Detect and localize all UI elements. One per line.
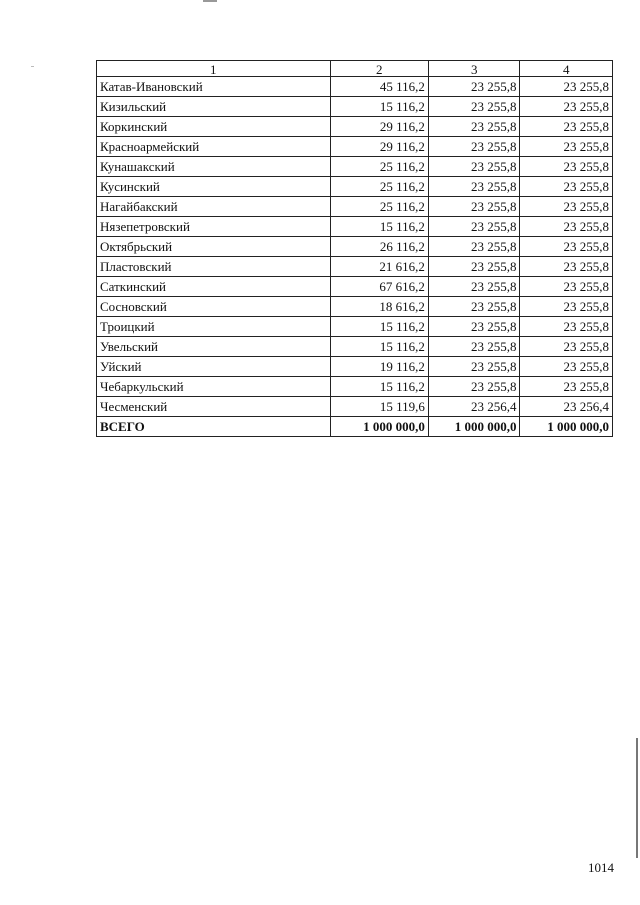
district-name-cell: Чесменский [97,397,331,417]
table-row [97,97,613,117]
column-4-value-cell: 23 255,8 [520,77,613,97]
table-row [97,317,613,337]
column-3-value-cell: 23 255,8 [428,377,520,397]
column-4-value-cell: 23 255,8 [520,97,613,117]
total-row [97,417,613,437]
column-2-value-cell: 15 116,2 [330,377,428,397]
column-2-value-cell: 21 616,2 [330,257,428,277]
column-4-value-cell: 23 255,8 [520,217,613,237]
column-2-value-cell: 19 116,2 [330,357,428,377]
table-row [97,237,613,257]
column-2-value-cell: 29 116,2 [330,137,428,157]
column-2-value-cell: 25 116,2 [330,157,428,177]
column-4-value-cell: 23 255,8 [520,177,613,197]
column-2-value-cell: 25 116,2 [330,177,428,197]
district-name-cell: Уйский [97,357,331,377]
column-2-value-cell: 29 116,2 [330,117,428,137]
column-header-2: 2 [330,61,428,77]
column-3-value-cell: 23 255,8 [428,317,520,337]
column-3-value-cell: 23 255,8 [428,177,520,197]
table-row [97,117,613,137]
district-name-cell: Нагайбакский [97,197,331,217]
column-4-value-cell: 23 255,8 [520,357,613,377]
scan-dot [31,66,34,67]
column-3-value-cell: 23 255,8 [428,357,520,377]
district-name-cell: Красноармейский [97,137,331,157]
column-header-4: 4 [520,61,613,77]
column-3-value-cell: 23 255,8 [428,217,520,237]
table-body [97,61,613,437]
column-3-value-cell: 23 255,8 [428,277,520,297]
table-row [97,137,613,157]
column-3-value-cell: 23 255,8 [428,197,520,217]
column-4-value-cell: 23 255,8 [520,137,613,157]
column-4-value-cell: 23 255,8 [520,317,613,337]
district-name-cell: Кунашакский [97,157,331,177]
column-2-value-cell: 15 116,2 [330,337,428,357]
district-name-cell: Октябрьский [97,237,331,257]
total-column-2-cell: 1 000 000,0 [330,417,428,437]
column-header-3: 3 [428,61,520,77]
column-3-value-cell: 23 255,8 [428,157,520,177]
table-row [97,197,613,217]
column-2-value-cell: 18 616,2 [330,297,428,317]
scan-mark [203,0,217,2]
table-row [97,337,613,357]
column-4-value-cell: 23 255,8 [520,157,613,177]
district-name-cell: Кизильский [97,97,331,117]
total-column-4-cell: 1 000 000,0 [520,417,613,437]
scan-edge-line [636,738,638,858]
column-2-value-cell: 67 616,2 [330,277,428,297]
column-4-value-cell: 23 255,8 [520,257,613,277]
table-row [97,377,613,397]
table-row [97,397,613,417]
table-row [97,357,613,377]
column-4-value-cell: 23 255,8 [520,277,613,297]
column-2-value-cell: 15 119,6 [330,397,428,417]
district-name-cell: Саткинский [97,277,331,297]
table-row [97,297,613,317]
table-row [97,157,613,177]
column-header-1: 1 [97,61,331,77]
district-name-cell: Сосновский [97,297,331,317]
column-4-value-cell: 23 255,8 [520,377,613,397]
column-3-value-cell: 23 255,8 [428,97,520,117]
page-number: 1014 [588,860,614,875]
district-name-cell: Нязепетровский [97,217,331,237]
column-3-value-cell: 23 255,8 [428,297,520,317]
district-name-cell: Троицкий [97,317,331,337]
district-name-cell: Коркинский [97,117,331,137]
column-4-value-cell: 23 255,8 [520,117,613,137]
table-header-row [97,61,613,77]
column-4-value-cell: 23 255,8 [520,197,613,217]
column-2-value-cell: 45 116,2 [330,77,428,97]
total-column-3-cell: 1 000 000,0 [428,417,520,437]
column-4-value-cell: 23 256,4 [520,397,613,417]
district-name-cell: Чебаркульский [97,377,331,397]
allocation-table [96,60,613,437]
district-name-cell: Катав-Ивановский [97,77,331,97]
table-row [97,257,613,277]
column-3-value-cell: 23 255,8 [428,237,520,257]
table-row [97,77,613,97]
table-row [97,277,613,297]
column-3-value-cell: 23 255,8 [428,337,520,357]
column-2-value-cell: 15 116,2 [330,217,428,237]
table-row [97,177,613,197]
column-2-value-cell: 26 116,2 [330,237,428,257]
table-row [97,217,613,237]
district-name-cell: Пластовский [97,257,331,277]
column-3-value-cell: 23 256,4 [428,397,520,417]
total-label-cell: ВСЕГО [97,417,331,437]
column-2-value-cell: 25 116,2 [330,197,428,217]
column-3-value-cell: 23 255,8 [428,137,520,157]
column-2-value-cell: 15 116,2 [330,97,428,117]
column-2-value-cell: 15 116,2 [330,317,428,337]
column-4-value-cell: 23 255,8 [520,297,613,317]
column-4-value-cell: 23 255,8 [520,237,613,257]
district-name-cell: Увельский [97,337,331,357]
column-3-value-cell: 23 255,8 [428,257,520,277]
column-4-value-cell: 23 255,8 [520,337,613,357]
column-3-value-cell: 23 255,8 [428,77,520,97]
district-name-cell: Кусинский [97,177,331,197]
column-3-value-cell: 23 255,8 [428,117,520,137]
